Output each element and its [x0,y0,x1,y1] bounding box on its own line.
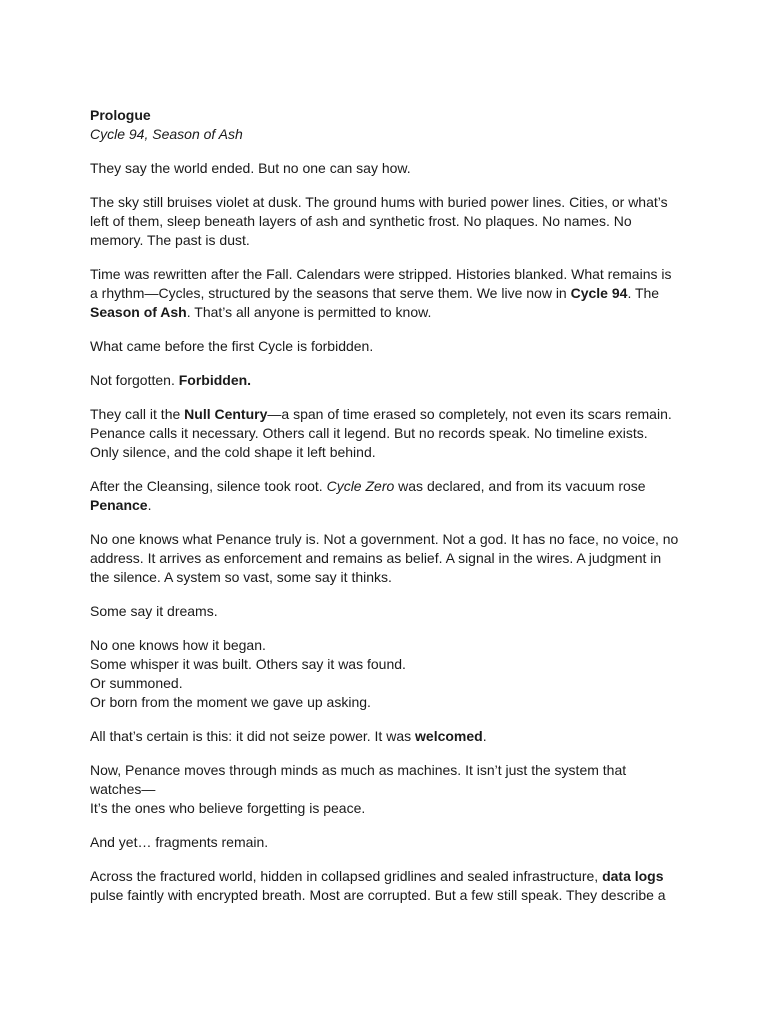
paragraph-11-text-c: . [482,728,487,744]
cycle-zero-italic: Cycle Zero [326,478,395,494]
penance-bold: Penance [90,497,148,513]
paragraph-3-text-e: . That’s all anyone is permitted to know. [186,304,432,320]
paragraph-10-line-4: Or born from the moment we gave up asking. [90,694,371,710]
paragraph-9: Some say it dreams. [90,603,218,619]
season-of-ash-bold: Season of Ash [90,304,187,320]
paragraph-14-text-a: Across the fractured world, hidden in collapsed gridlines and sealed infrastructure, [90,868,603,884]
paragraph-14 [90,867,680,905]
paragraph-6 [90,405,680,462]
paragraph-12-line-1: Now, Penance moves through minds as much as machines. It isn’t just the system that watches— [90,762,627,797]
welcomed-bold: welcomed [415,728,483,744]
paragraph-3-text-a: Time was rewritten after the Fall. Calendars were stripped. Histories blanked. What remains is a rhythm—Cycles, structured by the seasons that serve them. We live now in [90,266,672,301]
paragraph-10-line-3: Or summoned. [90,675,183,691]
paragraph-10-line-1: No one knows how it began. [90,637,266,653]
paragraph-13: And yet… fragments remain. [90,834,269,850]
paragraph-12-line-2: It’s the ones who believe forgetting is peace. [90,800,366,816]
forbidden-bold: Forbidden. [178,372,252,388]
paragraph-1: They say the world ended. But no one can say how. [90,160,411,176]
prologue-heading: Prologue [90,107,151,123]
document-page [90,106,680,920]
paragraph-7-text-e: . [147,497,152,513]
paragraph-6-text-c: —a span of time erased so completely, not even its scars remain. Penance calls it necessary. Others call it legend. But no records speak. No timeline exists. Only silence, and the cold shape it left behind. [90,406,672,460]
paragraph-11 [90,727,680,746]
prologue-subheading: Cycle 94, Season of Ash [90,126,243,142]
paragraph-14-text-c: pulse faintly with encrypted breath. Most are corrupted. But a few still speak. They describe a [90,887,666,903]
paragraph-10 [90,636,680,712]
paragraph-2: The sky still bruises violet at dusk. The ground hums with buried power lines. Cities, or what’s left of them, sleep beneath layers of ash and synthetic frost. No plaques. No names. No memory. The past is dust. [90,194,668,248]
paragraph-3-text-c: . The [627,285,660,301]
paragraph-7-text-a: After the Cleansing, silence took root. [90,478,327,494]
paragraph-7 [90,477,680,515]
data-logs-bold: data logs [602,868,664,884]
paragraph-10-line-2: Some whisper it was built. Others say it was found. [90,656,406,672]
paragraph-3 [90,265,680,322]
paragraph-11-text-a: All that’s certain is this: it did not seize power. It was [90,728,416,744]
paragraph-12 [90,761,680,818]
paragraph-5-text-a: Not forgotten. [90,372,179,388]
paragraph-4: What came before the first Cycle is forbidden. [90,338,374,354]
cycle-94-bold: Cycle 94 [570,285,628,301]
paragraph-8: No one knows what Penance truly is. Not a government. Not a god. It has no face, no voice, no address. It arrives as enforcement and remains as belief. A signal in the wires. A judgment in the silence. A system so vast, some say it thinks. [90,531,679,585]
paragraph-5 [90,371,680,390]
paragraph-7-text-c: was declared, and from its vacuum rose [394,478,646,494]
null-century-bold: Null Century [184,406,268,422]
paragraph-6-text-a: They call it the [90,406,185,422]
